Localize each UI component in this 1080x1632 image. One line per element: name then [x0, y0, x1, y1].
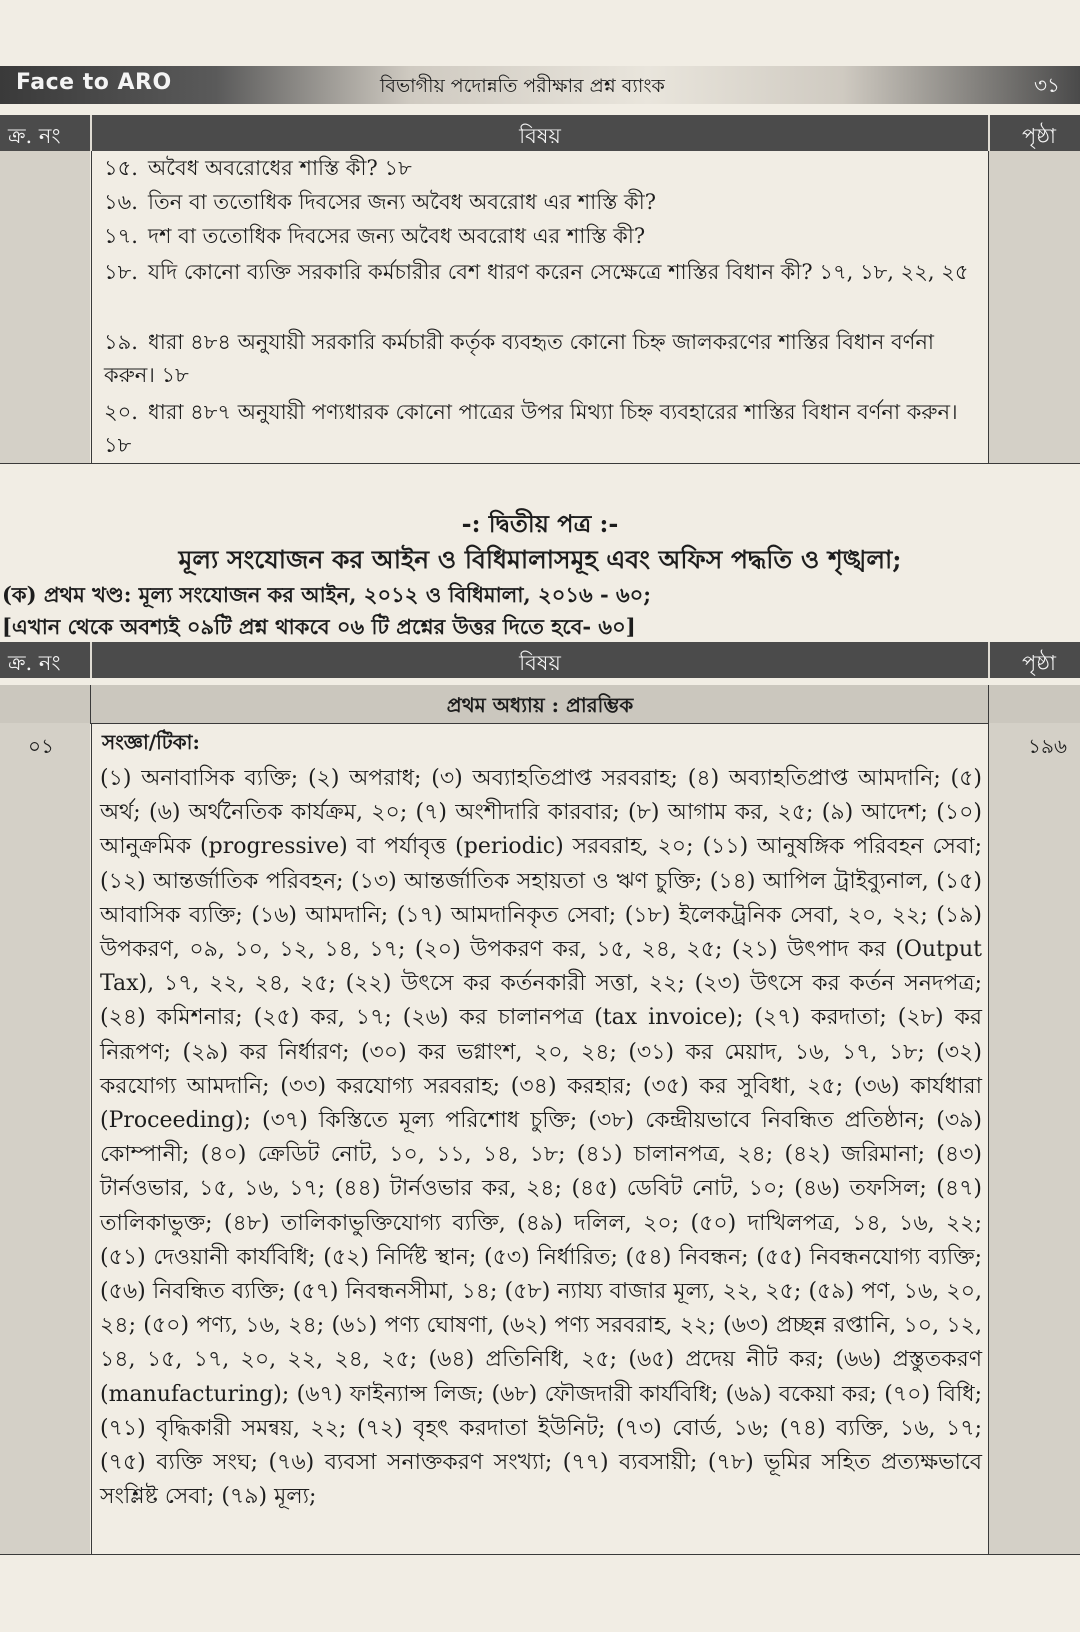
- chapter-title: প্রথম অধ্যায় : প্রারম্ভিক: [446, 693, 634, 717]
- definition-list: (১) অনাবাসিক ব্যক্তি; (২) অপরাধ; (৩) অব্যাহতিপ্রাপ্ত সরবরাহ; (৪) অব্যাহতিপ্রাপ্ত আমদানি; (৫) অর্থ; (৬) অর্থনৈতিক কার্যক্রম, ২০; (৭) অংশীদারি কারবার; (৮) আগাম কর, ২৫; (৯) আদেশ; (১০) আনুক্রমিক (progressive) বা পর্যাবৃত্ত (periodic) সরবরাহ, ২০; (১১) আনুষঙ্গিক পরিবহন সেবা; (১২) আন্তর্জাতিক পরিবহন; (১৩) আন্তর্জাতিক সহায়তা ও ঋণ চুক্তি; (১৪) আপিল ট্রাইব্যুনাল, (১৫) আবাসিক ব্যক্তি; (১৬) আমদানি; (১৭) আমদানিকৃত সেবা; (১৮) ইলেকট্রনিক সেবা, ২০, ২২; (১৯) উপকরণ, ০৯, ১০, ১২, ১৪, ১৭; (২০) উপকরণ কর, ১৫, ২৪, ২৫; (২১) উৎপাদ কর (Output Tax), ১৭, ২২, ২৪, ২৫; (২২) উৎসে কর কর্তনকারী সত্তা, ২২; (২৩) উৎসে কর কর্তন সনদপত্র; (২৪) কমিশনার; (২৫) কর, ১৭; (২৬) কর চালানপত্র (tax invoice); (২৭) করদাতা; (২৮) কর নিরূপণ; (২৯) কর নির্ধারণ; (৩০) কর ভগ্নাংশ, ২০, ২৪; (৩১) কর মেয়াদ, ১৬, ১৭, ১৮; (৩২) করযোগ্য আমদানি; (৩৩) করযোগ্য সরবরাহ; (৩৪) করহার; (৩৫) কর সুবিধা, ২৫; (৩৬) কার্যধারা (Proceeding); (৩৭) কিস্তিতে মূল্য পরিশোধ চুক্তি; (৩৮) কেন্দ্রীয়ভাবে নিবন্ধিত প্রতিষ্ঠান; (৩৯) কোম্পানী; (৪০) ক্রেডিট নোট, ১০, ১১, ১৪, ১৮; (৪১) চালানপত্র, ২৪; (৪২) জরিমানা; (৪৩) টার্নওভার, ১৫, ১৬, ১৭; (৪৪) টার্নওভার কর, ২৪; (৪৫) ডেবিট নোট, ১০; (৪৬) তফসিল; (৪৭) তালিকাভুক্ত; (৪৮) তালিকাভুক্তিযোগ্য ব্যক্তি, (৪৯) দলিল, ২০; (৫০) দাখিলপত্র, ১৪, ১৬, ২২; (৫১) দেওয়ানী কার্যবিধি; (৫২) নির্দিষ্ট স্থান; (৫৩) নির্ধারিত; (৫৪) নিবন্ধন; (৫৫) নিবন্ধনযোগ্য ব্যক্তি; (৫৬) নিবন্ধিত ব্যক্তি; (৫৭) নিবন্ধনসীমা, ১৪; (৫৮) ন্যায্য বাজার মূল্য, ২২, ২৫; (৫৯) পণ, ১৬, ২০, ২৪; (৫০) পণ্য, ১৬, ২৪; (৬১) পণ্য ঘোষণা, (৬২) পণ্য সরবরাহ, ২২; (৬৩) প্রচ্ছন্ন রপ্তানি, ১০, ১২, ১৪, ১৫, ১৭, ২০, ২২, ২৪, ২৫; (৬৪) প্রতিনিধি, ২৫; (৬৫) প্রদেয় নীট কর; (৬৬) প্রস্তুতকরণ (manufacturing); (৬৭) ফাইন্যান্স লিজ; (৬৮) ফৌজদারী কার্যবিধি; (৬৯) বকেয়া কর; (৭০) বিধি; (৭১) বৃদ্ধিকারী সমন্বয়, ২২; (৭২) বৃহৎ করদাতা ইউনিট; (৭৩) বোর্ড, ১৬; (৭৪) ব্যক্তি, ১৬, ১৭; (৭৫) ব্যক্তি সংঘ; (৭৬) ব্যবসা সনাক্তকরণ সংখ্যা; (৭৭) ব্যবসায়ী; (৭৮) ভূমির সহিত প্রত্যক্ষভাবে সংশ্লিষ্ট সেবা; (৭৯) মূল্য;: [100, 766, 982, 1510]
- book-title: Face to ARO: [16, 70, 172, 95]
- row-page: ১৯৬: [1028, 734, 1067, 758]
- page-number: ৩১: [1034, 73, 1060, 97]
- paper-heading: -: দ্বিতীয় পত্র :-: [461, 509, 619, 538]
- table-header: [0, 642, 1080, 678]
- col-serial-header: ক্র. নং: [8, 124, 61, 148]
- col-serial-header: ক্র. নং: [8, 651, 61, 675]
- question-item: ১৮. যদি কোনো ব্যক্তি সরকারি কর্মচারীর বেশ ধারণ করেন সেক্ষেত্রে শাস্তির বিধান কী? ১৭, ১৮, ২২, ২৫: [104, 260, 969, 284]
- row-title: সংজ্ঞা/টিকা:: [102, 730, 200, 754]
- part-note: [এখান থেকে অবশ্যই ০৯টি প্রশ্ন থাকবে ০৬ টি প্রশ্নের উত্তর দিতে হবে- ৬০]: [2, 614, 636, 639]
- header-subtitle: বিভাগীয় পদোন্নতি পরীক্ষার প্রশ্ন ব্যাংক: [380, 75, 665, 97]
- question-item: ১৭. দশ বা ততোধিক দিবসের জন্য অবৈধ অবরোধ এর শাস্তি কী?: [104, 224, 646, 248]
- row-serial: ০১: [28, 734, 54, 758]
- question-item: ১৯. ধারা ৪৮৪ অনুযায়ী সরকারি কর্মচারী কর্তৃক ব্যবহৃত কোনো চিহ্ন জালকরণের শাস্তির বিধান বর্ণনা করুন। ১৮: [104, 330, 934, 387]
- running-header: [0, 66, 1080, 104]
- paper-title: মূল্য সংযোজন কর আইন ও বিধিমালাসমূহ এবং অফিস পদ্ধতি ও শৃঙ্খলা;: [178, 545, 902, 574]
- chapter-heading: [0, 685, 1080, 724]
- table-header: [0, 115, 1080, 151]
- col-subject-header: বিষয়: [519, 651, 561, 675]
- question-item: ১৬. তিন বা ততোধিক দিবসের জন্য অবৈধ অবরোধ এর শাস্তি কী?: [104, 190, 656, 214]
- question-item: ২০. ধারা ৪৮৭ অনুযায়ী পণ্যধারক কোনো পাত্রের উপর মিথ্যা চিহ্ন ব্যবহারের শাস্তির বিধান বর্ণনা করুন। ১৮: [104, 400, 958, 457]
- col-subject-header: বিষয়: [519, 124, 561, 148]
- col-page-header: পৃষ্ঠা: [1022, 651, 1057, 675]
- question-item: ১৫. অবৈধ অবরোধের শাস্তি কী? ১৮: [104, 156, 412, 180]
- part-heading: (ক) প্রথম খণ্ড: মূল্য সংযোজন কর আইন, ২০১২ ও বিধিমালা, ২০১৬ - ৬০;: [2, 582, 652, 607]
- col-page-header: পৃষ্ঠা: [1022, 124, 1057, 148]
